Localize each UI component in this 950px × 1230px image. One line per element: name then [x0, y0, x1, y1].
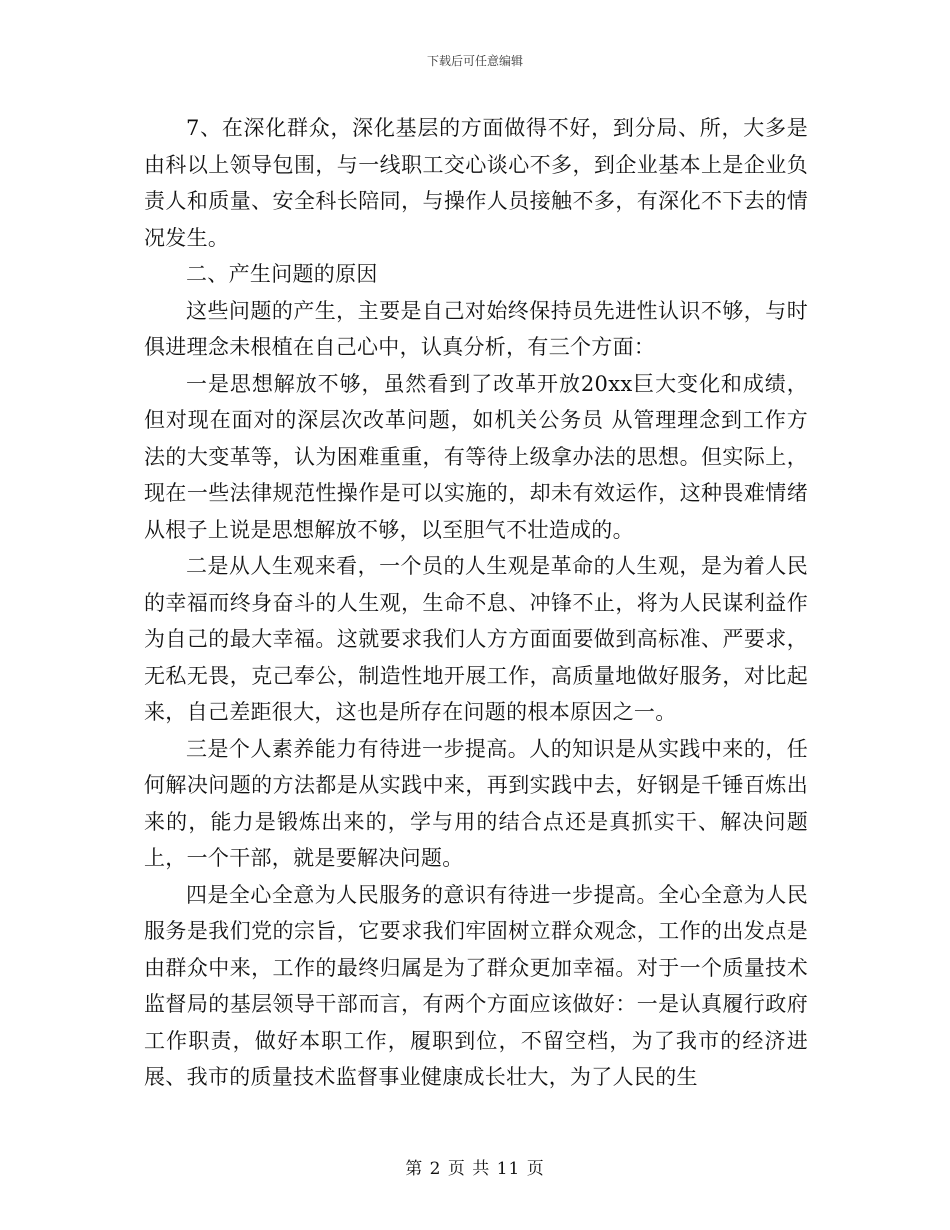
document-body [144, 110, 808, 1096]
paragraph: 二是从人生观来看，一个员的人生观是革命的人生观，是为着人民的幸福而终身奋斗的人生观，生命不息、冲锋不止，将为人民谋利益作为自己的最大幸福。这就要求我们人方方面面要做到高标准、严要求，无私无畏，克己奉公，制造性地开展工作，高质量地做好服务，对比起来，自己差距很大，这也是所存在问题的根本原因之一。 [144, 554, 808, 724]
section-heading: 二、产生问题的原因 [186, 262, 378, 286]
page-header: 下载后可任意编辑 [426, 54, 523, 68]
page-number-footer: 第 2 页 共 11 页 [405, 1159, 545, 1179]
paragraph: 三是个人素养能力有待进一步提高。人的知识是从实践中来的，任何解决问题的方法都是从实践中来，再到实践中去，好钢是千锤百炼出来的，能力是锻炼出来的，学与用的结合点还是真抓实干、解决问题上，一个干部，就是要解决问题。 [144, 736, 808, 870]
paragraph: 这些问题的产生，主要是自己对始终保持员先进性认识不够，与时俱进理念未根植在自己心中，认真分析，有三个方面： [144, 298, 808, 359]
paragraph: 7、在深化群众，深化基层的方面做得不好，到分局、所，大多是由科以上领导包围，与一线职工交心谈心不多，到企业基本上是企业负责人和质量、安全科长陪同，与操作人员接触不多，有深化不下去的情况发生。 [144, 116, 808, 250]
paragraph: 四是全心全意为人民服务的意识有待进一步提高。全心全意为人民服务是我们党的宗旨，它要求我们牢固树立群众观念，工作的出发点是由群众中来，工作的最终归属是为了群众更加幸福。对于一个质量技术监督局的基层领导干部而言，有两个方面应该做好：一是认真履行政府工作职责，做好本职工作，履职到位，不留空档，为了我市的经济进展、我市的质量技术监督事业健康成长壮大，为了人民的生 [144, 882, 808, 1089]
paragraph: 一是思想解放不够，虽然看到了改革开放20xx巨大变化和成绩，但对现在面对的深层次改革问题，如机关公务员 从管理理念到工作方法的大变革等，认为困难重重，有等待上级拿办法的思想。但实际上，现在一些法律规范性操作是可以实施的，却未有效运作，这种畏难情绪从根子上说是思想解放不够，以至胆气不壮造成的。 [144, 371, 808, 542]
